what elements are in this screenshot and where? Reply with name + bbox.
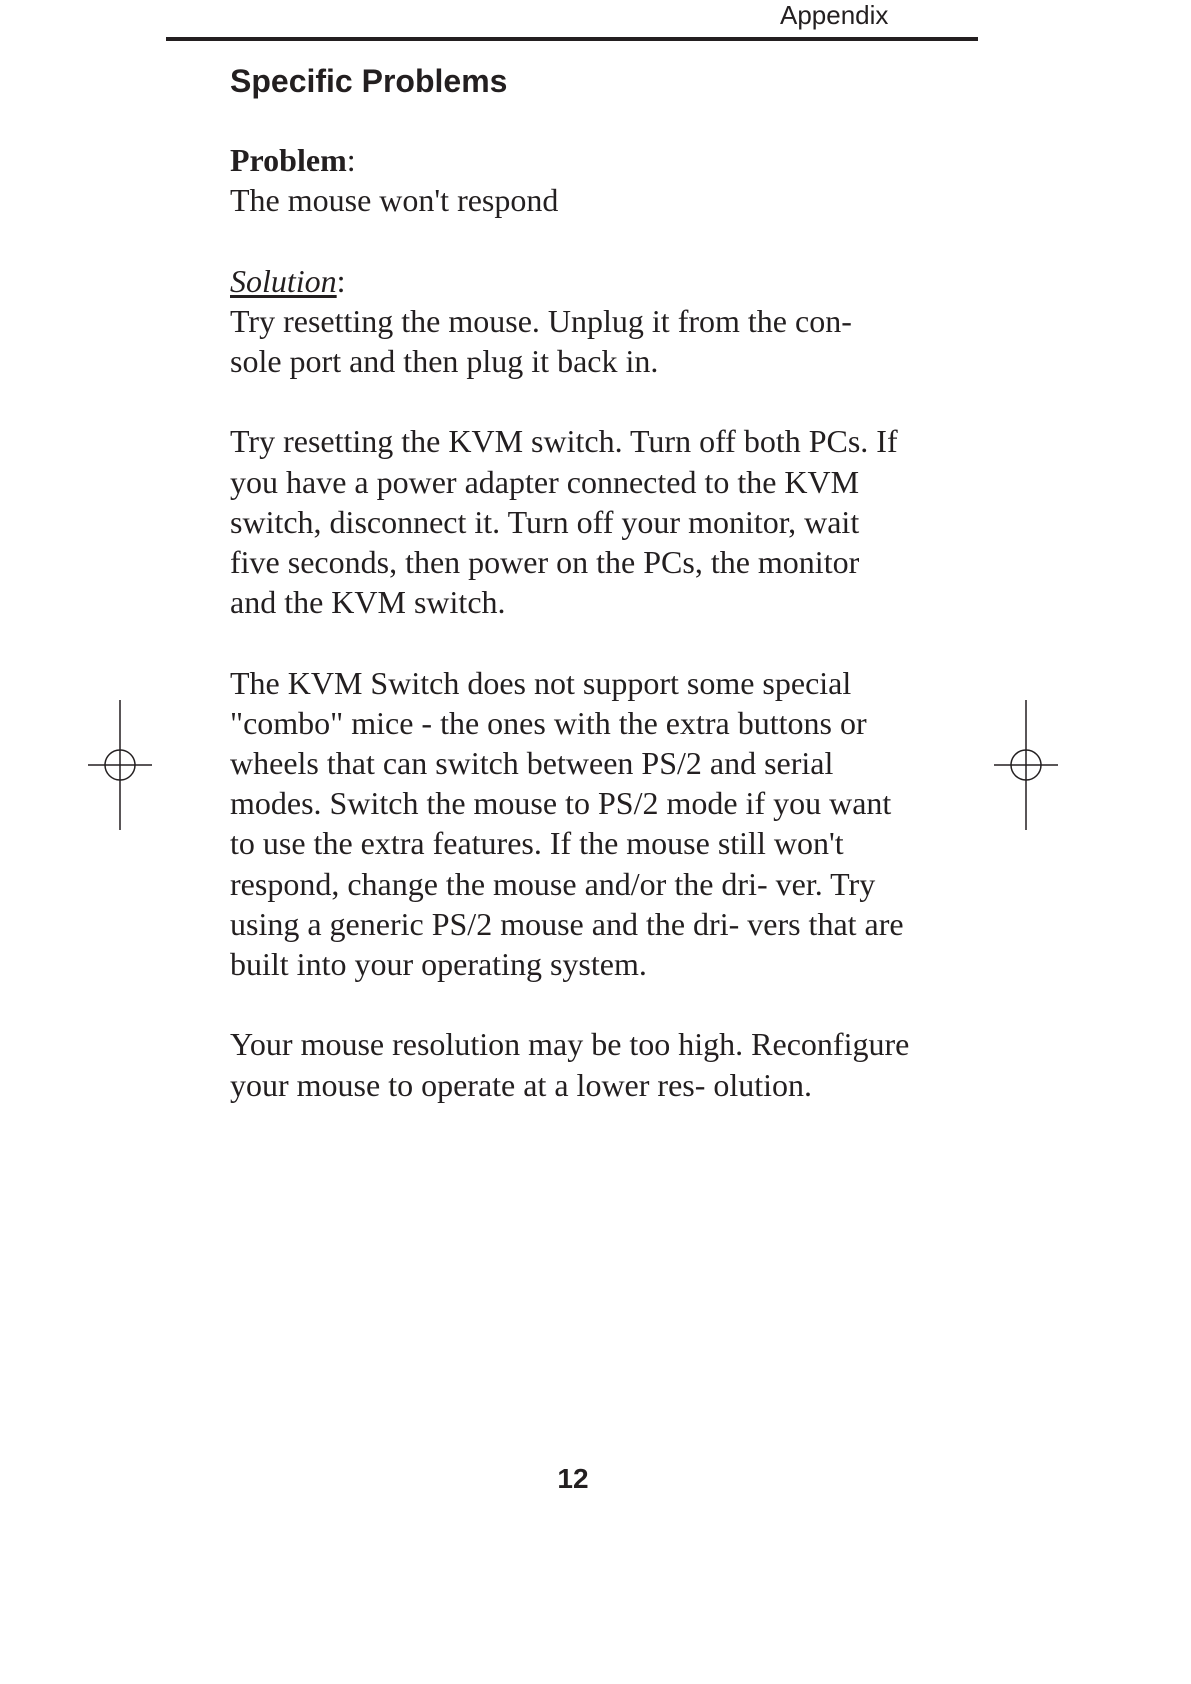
problem-block [230, 140, 910, 220]
solution-paragraph-4: Your mouse resolution may be too high. Reconfigure your mouse to operate at a lower res- olution. [230, 1026, 910, 1103]
solution-block [230, 261, 910, 382]
solution-label: Solution [230, 262, 337, 299]
running-head: Appendix [780, 0, 889, 30]
problem-colon: : [346, 142, 356, 178]
solution-colon: : [336, 262, 346, 299]
section-title: Specific Problems [230, 63, 508, 99]
problem-label: Problem [230, 142, 347, 178]
page-number: 12 [557, 1463, 589, 1494]
solution-paragraph-3: The KVM Switch does not support some special "combo" mice - the ones with the extra buttons or wheels that can switch between PS/2 and serial modes. Switch the mouse to PS/2 mode if you want to use the extra features. If the mouse still won't respond, change the mouse and/or the dri- ver. Try using a generic PS/2 mouse and the dri- vers that are built into your operating system. [230, 664, 904, 983]
solution-paragraph-2: Try resetting the KVM switch. Turn off both PCs. If you have a power adapter connected to the KVM switch, disconnect it. Turn off your monitor, wait five seconds, then power on the PCs, the monitor and the KVM switch. [230, 423, 898, 621]
solution-paragraph-1: Try resetting the mouse. Unplug it from the con- sole port and then plug it back in. [230, 302, 852, 379]
problem-text: The mouse won't respond [230, 182, 559, 219]
header-rule [166, 37, 978, 41]
registration-crosshair-icon [88, 700, 152, 830]
document-body [230, 140, 910, 1145]
registration-crosshair-icon [994, 700, 1058, 830]
